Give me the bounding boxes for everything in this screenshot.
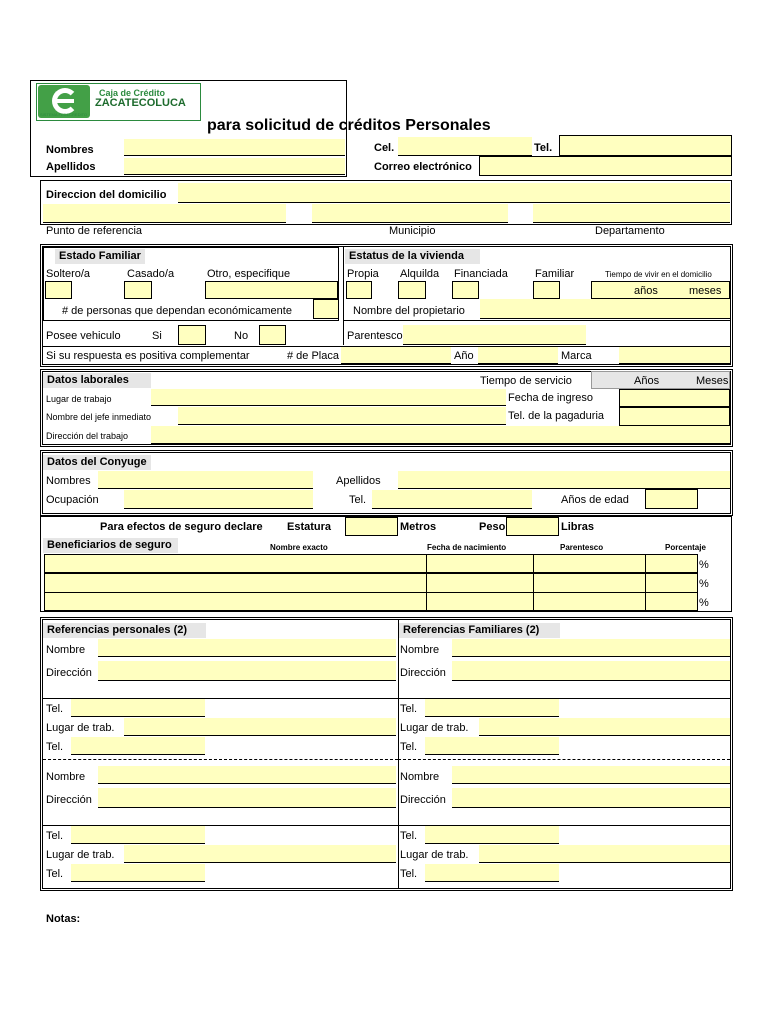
departamento-label: Departamento [595,225,665,237]
ref-p2-direccion-label: Dirección [46,794,92,806]
meses-label: meses [689,285,722,297]
ref-f2-direccion-field[interactable] [452,788,730,808]
ref-f2-tel-field[interactable] [425,826,559,844]
nombres-label: Nombres [46,144,94,156]
referencias-familiares-header: Referencias Familiares (2) [399,623,560,638]
pct-1: % [699,559,709,571]
placa-field[interactable] [341,347,451,364]
vehiculo-label: Posee vehiculo [46,330,121,342]
cel-label: Cel. [374,142,395,154]
ref-p2-tel2-field[interactable] [71,864,205,882]
ref-p1-lugar-field[interactable] [124,718,396,736]
conyuge-apellidos-label: Apellidos [336,475,381,487]
datos-conyuge-header: Datos del Conyuge [43,455,151,470]
fecha-ingreso-label: Fecha de ingreso [508,392,593,404]
ref-f1-lugar-field[interactable] [479,718,730,736]
vehiculo-anio-label: Año [454,350,474,362]
pct-3: % [699,597,709,609]
vehiculo-si-checkbox[interactable] [178,325,206,345]
ref-f1-lugar-label: Lugar de trab. [400,722,469,734]
tel-pagaduria-label: Tel. de la pagaduria [508,410,605,422]
alquilda-checkbox[interactable] [398,281,426,299]
peso-label: Peso [479,521,506,533]
marca-field[interactable] [619,347,730,364]
soltero-label: Soltero/a [46,268,91,280]
direccion-domicilio-label: Direccion del domicilio [46,189,167,201]
nombre-exacto-header: Nombre exacto [270,543,328,552]
ref-p1-tel2-label: Tel. [46,741,64,753]
ref-p2-lugar-label: Lugar de trab. [46,849,115,861]
direccion-line2-c[interactable] [533,204,730,223]
direccion-trabajo-field[interactable] [151,426,730,444]
ref-f2-tel2-field[interactable] [425,864,559,882]
direccion-trabajo-label: Dirección del trabajo [46,431,129,441]
vehiculo-si-label: Si [152,330,162,342]
propietario-field[interactable] [480,299,730,319]
propietario-label: Nombre del propietario [353,305,465,317]
punto-referencia-label: Punto de referencia [46,225,143,237]
ref-f2-lugar-label: Lugar de trab. [400,849,469,861]
ref-p1-direccion-label: Dirección [46,667,92,679]
complementar-label: Si su respuesta es positiva complementar [46,350,250,362]
parentesco-propietario-field[interactable] [403,325,586,345]
logo-line2: ZACATECOLUCA [95,97,186,109]
logo-sub: SISTEMA FEDECREDITO [40,112,88,117]
vehiculo-anio-field[interactable] [478,347,558,364]
ref-p2-nombre-field[interactable] [98,766,396,784]
ref-p2-tel-label: Tel. [46,830,64,842]
financiada-label: Financiada [454,268,508,280]
parentesco-header: Parentesco [560,543,604,552]
placa-label: # de Placa [287,350,339,362]
ref-p1-nombre-field[interactable] [98,639,396,657]
direccion-line2-a[interactable] [43,204,286,223]
ref-f2-tel-label: Tel. [400,830,418,842]
peso-field[interactable] [506,517,559,536]
edad-field[interactable] [645,489,698,509]
tel-pagaduria-field[interactable] [619,407,730,426]
logo-line1: Caja de Crédito [99,88,166,98]
ocupacion-field[interactable] [124,490,313,509]
direccion-domicilio-field[interactable] [178,183,730,203]
tiempo-vivir-label: Tiempo de vivir en el domicilio [605,270,712,279]
notas-label: Notas: [46,913,81,925]
pct-2: % [699,578,709,590]
parentesco-propietario-label: Parentesco [347,330,403,342]
tel-label: Tel. [534,142,553,154]
conyuge-nombres-field[interactable] [98,471,313,489]
estatus-vivienda-header: Estatus de la vivienda [345,249,480,264]
conyuge-nombres-label: Nombres [46,475,91,487]
ref-p1-direccion-field[interactable] [98,661,396,681]
edad-label: Años de edad [561,494,629,506]
cel-field[interactable] [398,137,532,156]
ref-p2-tel-field[interactable] [71,826,205,844]
beneficiarios-header: Beneficiarios de seguro [43,538,178,553]
casado-label: Casado/a [127,268,175,280]
apellidos-label: Apellidos [46,161,96,173]
ref-f1-tel-label: Tel. [400,703,418,715]
direccion-line2-b[interactable] [312,204,508,223]
servicio-meses-label: Meses [696,375,729,387]
vehiculo-no-checkbox[interactable] [259,325,286,345]
ref-f2-nombre-field[interactable] [452,766,730,784]
ref-f2-direccion-label: Dirección [400,794,446,806]
ref-p2-nombre-label: Nombre [46,771,86,783]
ref-p2-tel2-label: Tel. [46,868,64,880]
estado-familiar-header: Estado Familiar [55,249,145,264]
ref-p1-tel-field[interactable] [71,699,205,717]
ref-p2-lugar-field[interactable] [124,845,396,863]
vehiculo-no-label: No [234,330,249,342]
referencias-personales-header: Referencias personales (2) [43,623,206,638]
ref-f2-lugar-field[interactable] [479,845,730,863]
tel-field[interactable] [559,135,732,156]
conyuge-apellidos-field[interactable] [398,471,730,489]
municipio-label: Municipio [389,225,436,237]
fecha-nacimiento-header: Fecha de nacimiento [427,543,507,552]
personas-dependientes-field[interactable] [313,299,339,319]
lugar-trabajo-field[interactable] [151,389,506,406]
apellidos-field[interactable] [124,158,345,175]
ref-p1-lugar-label: Lugar de trab. [46,722,115,734]
ref-f1-direccion-field[interactable] [452,661,730,681]
ref-f1-tel2-field[interactable] [425,737,559,755]
conyuge-tel-field[interactable] [372,490,532,509]
otro-label: Otro, especifique [207,268,291,280]
datos-laborales-header: Datos laborales [43,373,151,388]
soltero-checkbox[interactable] [45,281,72,299]
marca-label: Marca [561,350,592,362]
ref-f1-tel2-label: Tel. [400,741,418,753]
conyuge-tel-label: Tel. [349,494,367,506]
tiempo-servicio-label: Tiempo de servicio [480,375,572,387]
propia-label: Propia [347,268,379,280]
correo-field[interactable] [479,156,732,176]
ref-p1-tel-label: Tel. [46,703,64,715]
ref-f2-tel2-label: Tel. [400,868,418,880]
jefe-inmediato-field[interactable] [178,407,506,425]
nombres-field[interactable] [124,139,345,156]
alquilda-label: Alquilda [400,268,440,280]
otro-field[interactable] [205,281,338,299]
servicio-anos-label: Años [634,375,660,387]
seguro-declare-label: Para efectos de seguro declare [100,521,263,533]
porcentaje-header: Porcentaje [665,543,706,552]
familiar-label: Familiar [535,268,575,280]
ref-f1-direccion-label: Dirección [400,667,446,679]
fecha-ingreso-field[interactable] [619,389,730,407]
ref-f1-nombre-field[interactable] [452,639,730,657]
ref-p1-nombre-label: Nombre [46,644,86,656]
anos-label: años [634,285,658,297]
ocupacion-label: Ocupación [46,494,99,506]
personas-dependientes-label: # de personas que dependan económicamente [62,305,292,317]
familiar-checkbox[interactable] [533,281,560,299]
ref-f2-nombre-label: Nombre [400,771,440,783]
libras-label: Libras [561,521,595,533]
form-title: para solicitud de créditos Personales [207,117,491,134]
estatura-label: Estatura [287,521,332,533]
financiada-checkbox[interactable] [452,281,479,299]
lugar-trabajo-label: Lugar de trabajo [46,394,112,404]
correo-label: Correo electrónico [374,161,472,173]
metros-label: Metros [400,521,437,533]
casado-checkbox[interactable] [124,281,152,299]
estatura-field[interactable] [345,517,398,536]
logo [36,83,201,121]
propia-checkbox[interactable] [346,281,372,299]
ref-p2-direccion-field[interactable] [98,788,396,808]
ref-p1-tel2-field[interactable] [71,737,205,755]
ref-f1-nombre-label: Nombre [400,644,440,656]
ref-f1-tel-field[interactable] [425,699,559,717]
jefe-inmediato-label: Nombre del jefe inmediato [46,412,152,422]
